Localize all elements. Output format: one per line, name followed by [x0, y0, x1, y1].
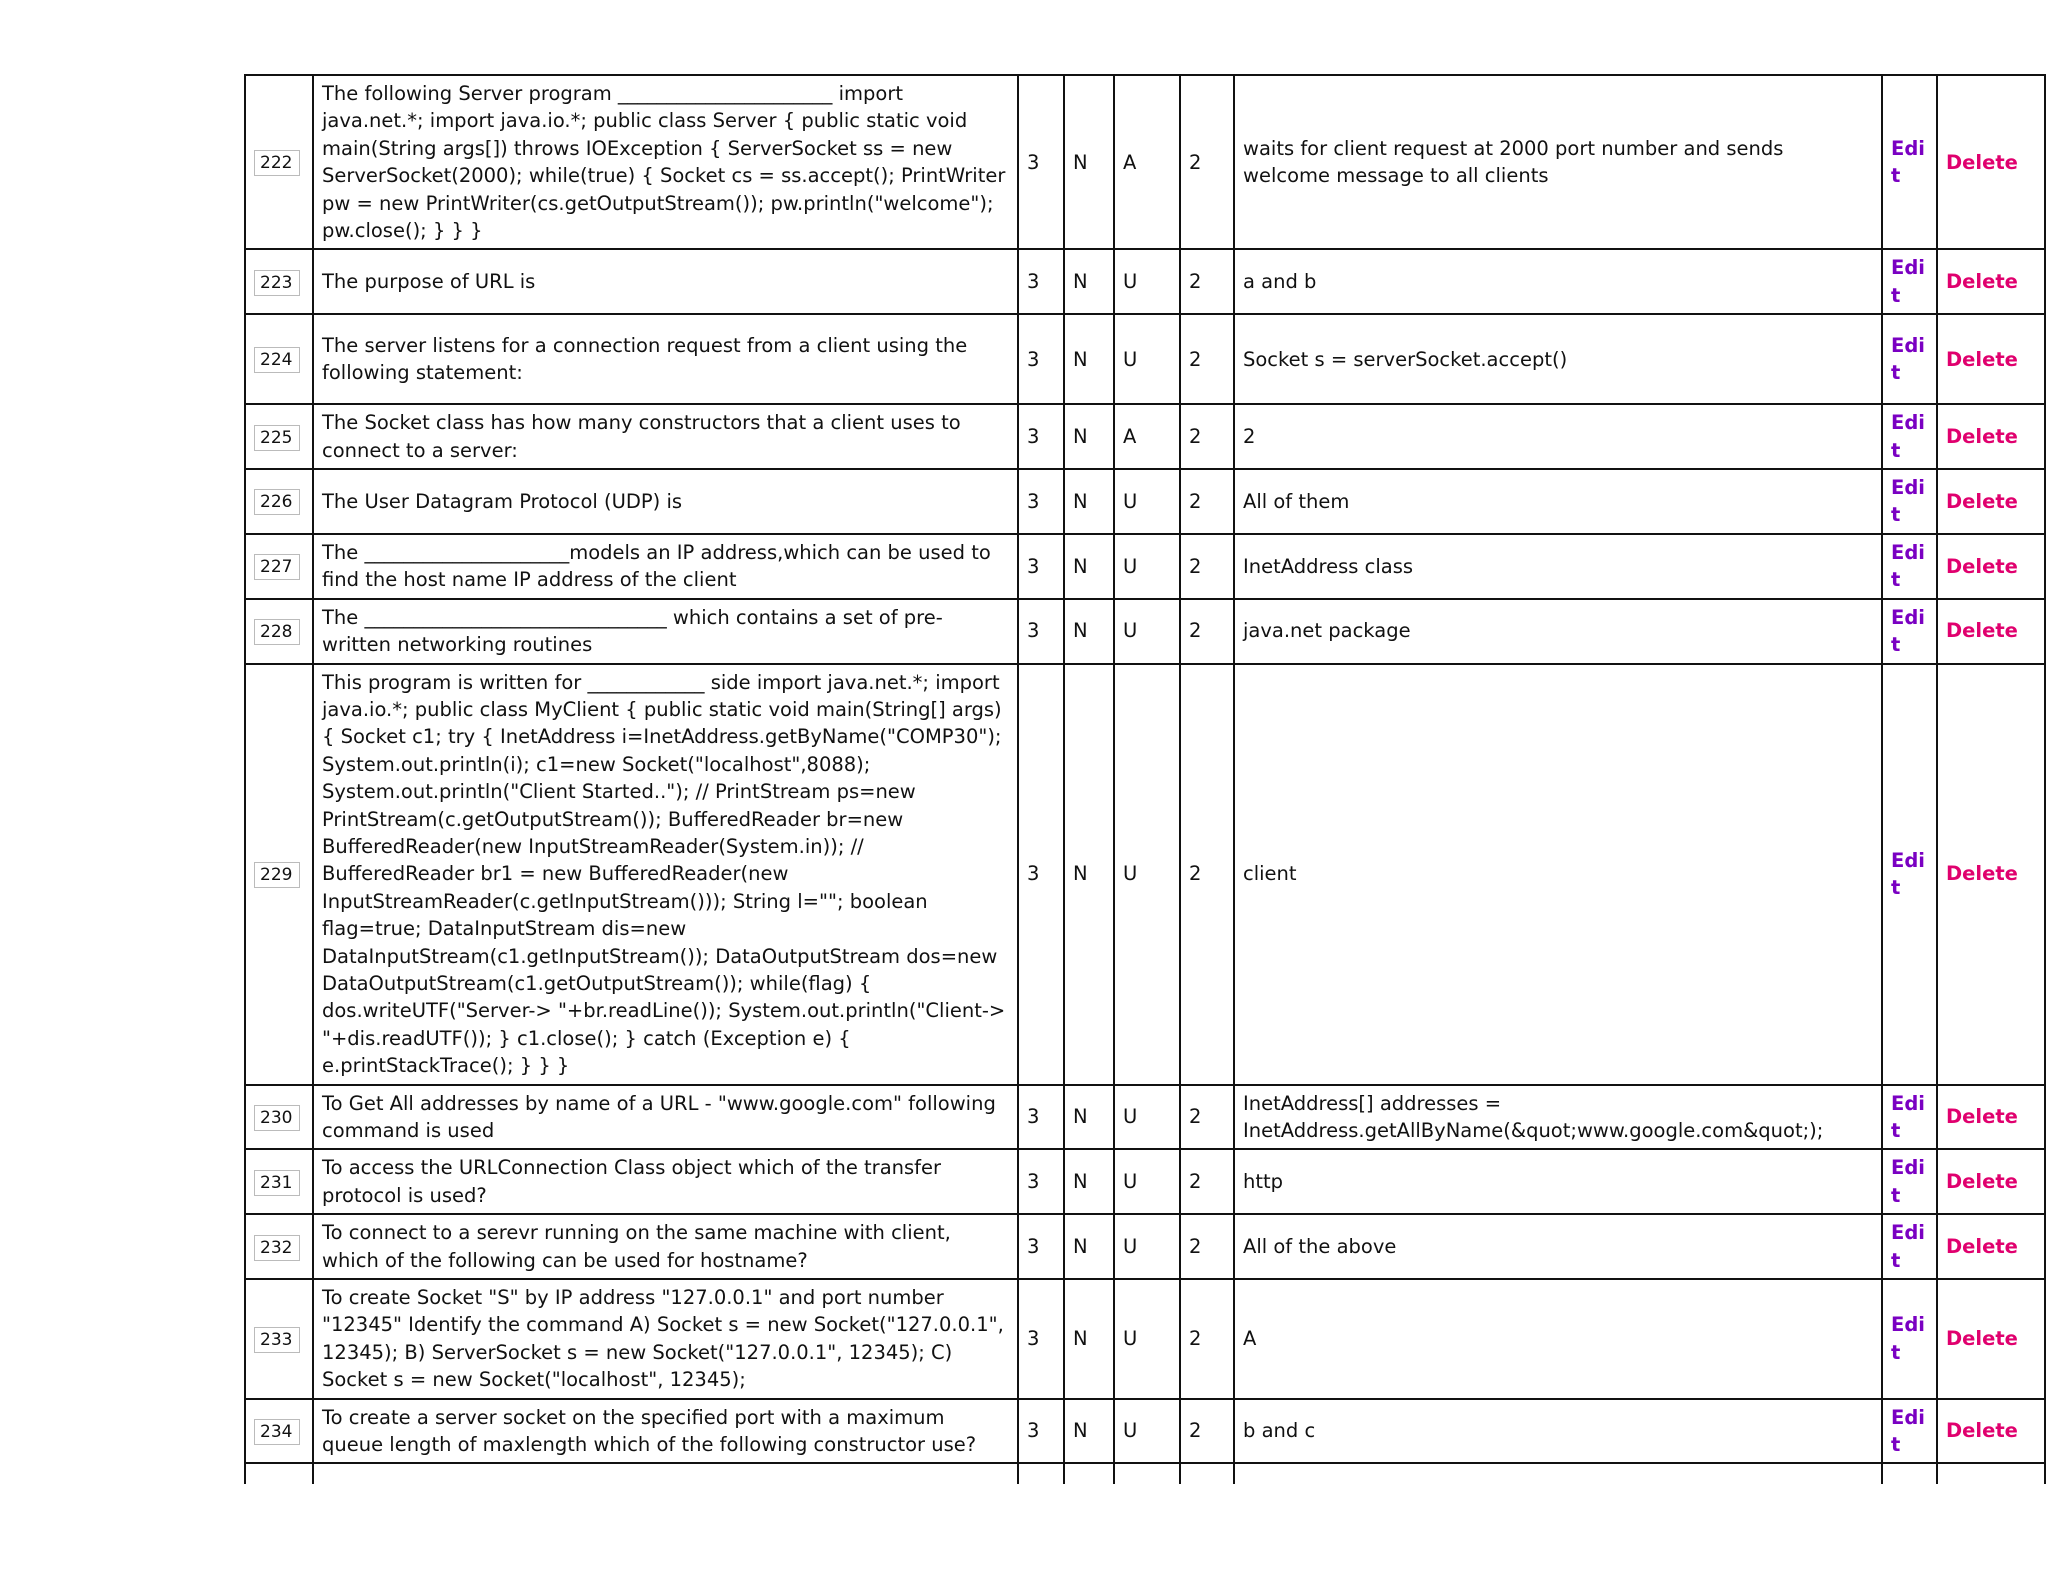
unit-value: 2: [1180, 75, 1234, 249]
level-value: A: [1114, 404, 1180, 469]
table-row: [245, 404, 2045, 469]
empty-cell: [1064, 1463, 1114, 1484]
question-text: To Get All addresses by name of a URL - "www.google.com" following command is used: [313, 1085, 1018, 1150]
question-text: To create a server socket on the specified port with a maximum queue length of maxlength which of the following constructor use?: [313, 1399, 1018, 1464]
empty-cell: [1937, 1463, 2045, 1484]
question-id: 232: [254, 1235, 300, 1261]
table-row: [245, 599, 2045, 664]
delete-cell: [1937, 1085, 2045, 1150]
empty-cell: [1018, 1463, 1064, 1484]
delete-link[interactable]: Delete: [1946, 554, 2018, 578]
delete-link[interactable]: Delete: [1946, 424, 2018, 448]
delete-link[interactable]: Delete: [1946, 1327, 2018, 1351]
table-row: [245, 1279, 2045, 1399]
marks-value: 3: [1018, 469, 1064, 534]
question-text: The server listens for a connection request from a client using the following statement:: [313, 314, 1018, 404]
unit-value: 2: [1180, 249, 1234, 314]
question-id: 228: [254, 619, 300, 645]
table-row: [245, 1149, 2045, 1214]
flag-value: N: [1064, 1149, 1114, 1214]
delete-link[interactable]: Delete: [1946, 1105, 2018, 1129]
delete-link[interactable]: Delete: [1946, 347, 2018, 371]
table-row: [245, 314, 2045, 404]
delete-cell: [1937, 249, 2045, 314]
flag-value: N: [1064, 1085, 1114, 1150]
table-row-continuation: [245, 1463, 2045, 1484]
edit-link[interactable]: Edit: [1891, 1405, 1925, 1457]
question-text: To create Socket "S" by IP address "127.0.0.1" and port number "12345" Identify the command A) Socket s = new Socket("127.0.0.1", 12345); B) ServerSocket s = new Socket("127.0.0.1", 12345); C) Socket s = new Socket("localhost", 12345);: [313, 1279, 1018, 1399]
level-value: U: [1114, 1085, 1180, 1150]
flag-value: N: [1064, 249, 1114, 314]
edit-link[interactable]: Edit: [1891, 1313, 1925, 1364]
flag-value: N: [1064, 1214, 1114, 1279]
question-list-sheet: [244, 74, 2018, 1514]
answer-text: waits for client request at 2000 port number and sends welcome message to all clients: [1234, 75, 1882, 249]
answer-text: 2: [1234, 404, 1882, 469]
edit-link[interactable]: Edit: [1891, 136, 1925, 188]
level-value: U: [1114, 599, 1180, 664]
level-value: U: [1114, 664, 1180, 1085]
edit-cell: [1882, 1399, 1937, 1464]
table-row: [245, 1214, 2045, 1279]
table-row: [245, 1085, 2045, 1150]
question-id-cell: [245, 534, 313, 599]
question-id-cell: [245, 664, 313, 1085]
delete-cell: [1937, 314, 2045, 404]
delete-cell: [1937, 75, 2045, 249]
question-text: This program is written for ____________ side import java.net.*; import java.io.*; public class MyClient { public static void main(String[] args) { Socket c1; try { InetAddress i=InetAddress.getByName("COMP30"); System.out.println(i); c1=new Socket("localhost",8088); System.out.println("Client Started.."); // PrintStream ps=new PrintStream(c.getOutputStream()); BufferedReader br=new BufferedReader(new InputStreamReader(System.in)); // BufferedReader br1 = new BufferedReader(new InputStreamReader(c.getInputStream())); String l=""; boolean flag=true; DataInputStream dis=new DataInputStream(c1.getInputStream()); DataOutputStream dos=new DataOutputStream(c1.getOutputStream()); while(flag) { dos.writeUTF("Server-> "+br.readLine()); System.out.println("Client-> "+dis.readUTF()); } c1.close(); } catch (Exception e) { e.printStackTrace(); } } }: [313, 664, 1018, 1085]
question-id: 234: [254, 1419, 300, 1445]
edit-link[interactable]: Edit: [1891, 1091, 1925, 1142]
edit-cell: [1882, 469, 1937, 534]
empty-cell: [1180, 1463, 1234, 1484]
level-value: U: [1114, 1399, 1180, 1464]
empty-cell: [1234, 1463, 1882, 1484]
delete-link[interactable]: Delete: [1946, 1419, 2018, 1443]
edit-cell: [1882, 1279, 1937, 1399]
question-id: 224: [254, 347, 300, 373]
delete-link[interactable]: Delete: [1946, 619, 2018, 643]
delete-link[interactable]: Delete: [1946, 1170, 2018, 1194]
edit-link[interactable]: Edit: [1891, 333, 1925, 385]
question-id: 223: [254, 270, 300, 296]
edit-link[interactable]: Edit: [1891, 540, 1925, 592]
question-id-cell: [245, 404, 313, 469]
flag-value: N: [1064, 599, 1114, 664]
edit-link[interactable]: Edit: [1891, 605, 1925, 657]
question-text: To access the URLConnection Class object which of the transfer protocol is used?: [313, 1149, 1018, 1214]
answer-text: a and b: [1234, 249, 1882, 314]
flag-value: N: [1064, 469, 1114, 534]
delete-cell: [1937, 534, 2045, 599]
question-id: 225: [254, 425, 300, 451]
question-id-cell: [245, 1279, 313, 1399]
marks-value: 3: [1018, 75, 1064, 249]
answer-text: All of the above: [1234, 1214, 1882, 1279]
table-row: [245, 469, 2045, 534]
delete-cell: [1937, 404, 2045, 469]
unit-value: 2: [1180, 404, 1234, 469]
edit-cell: [1882, 599, 1937, 664]
marks-value: 3: [1018, 1149, 1064, 1214]
question-id-cell: [245, 1399, 313, 1464]
flag-value: N: [1064, 404, 1114, 469]
question-id: 226: [254, 489, 300, 515]
edit-cell: [1882, 664, 1937, 1085]
question-text: The Socket class has how many constructors that a client uses to connect to a server:: [313, 404, 1018, 469]
answer-text: java.net package: [1234, 599, 1882, 664]
delete-cell: [1937, 469, 2045, 534]
marks-value: 3: [1018, 664, 1064, 1085]
marks-value: 3: [1018, 599, 1064, 664]
question-id: 222: [254, 150, 300, 176]
delete-link[interactable]: Delete: [1946, 270, 2018, 294]
answer-text: InetAddress class: [1234, 534, 1882, 599]
marks-value: 3: [1018, 534, 1064, 599]
marks-value: 3: [1018, 249, 1064, 314]
question-id-cell: [245, 599, 313, 664]
delete-link[interactable]: Delete: [1946, 489, 2018, 513]
question-id: 227: [254, 554, 300, 580]
edit-link[interactable]: Edit: [1891, 1156, 1925, 1207]
flag-value: N: [1064, 534, 1114, 599]
delete-cell: [1937, 599, 2045, 664]
table-row: [245, 75, 2045, 249]
question-id-cell: [245, 249, 313, 314]
edit-cell: [1882, 1149, 1937, 1214]
edit-link[interactable]: Edit: [1891, 848, 1925, 900]
flag-value: N: [1064, 314, 1114, 404]
question-id: 230: [254, 1105, 300, 1131]
marks-value: 3: [1018, 1279, 1064, 1399]
answer-text: Socket s = serverSocket.accept(): [1234, 314, 1882, 404]
unit-value: 2: [1180, 469, 1234, 534]
question-table: [244, 74, 2046, 1484]
delete-link[interactable]: Delete: [1946, 862, 2018, 886]
table-row: [245, 1399, 2045, 1464]
question-id: 231: [254, 1170, 300, 1196]
question-id-cell: [245, 1085, 313, 1150]
answer-text: http: [1234, 1149, 1882, 1214]
delete-link[interactable]: Delete: [1946, 150, 2018, 174]
question-text: To connect to a serevr running on the same machine with client, which of the following can be used for hostname?: [313, 1214, 1018, 1279]
question-id: 229: [254, 862, 300, 888]
level-value: U: [1114, 469, 1180, 534]
answer-text: A: [1234, 1279, 1882, 1399]
edit-cell: [1882, 404, 1937, 469]
edit-cell: [1882, 1214, 1937, 1279]
answer-text: client: [1234, 664, 1882, 1085]
level-value: A: [1114, 75, 1180, 249]
marks-value: 3: [1018, 314, 1064, 404]
unit-value: 2: [1180, 534, 1234, 599]
unit-value: 2: [1180, 314, 1234, 404]
edit-link[interactable]: Edit: [1891, 411, 1925, 462]
level-value: U: [1114, 1279, 1180, 1399]
edit-cell: [1882, 314, 1937, 404]
answer-text: InetAddress[] addresses = InetAddress.getAllByName(&quot;www.google.com&quot;);: [1234, 1085, 1882, 1150]
question-text: The purpose of URL is: [313, 249, 1018, 314]
table-row: [245, 249, 2045, 314]
marks-value: 3: [1018, 404, 1064, 469]
question-text: The User Datagram Protocol (UDP) is: [313, 469, 1018, 534]
question-id-cell: [245, 1214, 313, 1279]
marks-value: 3: [1018, 1214, 1064, 1279]
flag-value: N: [1064, 664, 1114, 1085]
edit-cell: [1882, 249, 1937, 314]
level-value: U: [1114, 1214, 1180, 1279]
edit-cell: [1882, 75, 1937, 249]
edit-link[interactable]: Edit: [1891, 1221, 1925, 1272]
unit-value: 2: [1180, 1279, 1234, 1399]
unit-value: 2: [1180, 599, 1234, 664]
question-text: The _____________________models an IP address,which can be used to find the host name IP address of the client: [313, 534, 1018, 599]
question-id: 233: [254, 1327, 300, 1353]
flag-value: N: [1064, 1399, 1114, 1464]
question-id-cell: [245, 1149, 313, 1214]
marks-value: 3: [1018, 1399, 1064, 1464]
flag-value: N: [1064, 1279, 1114, 1399]
unit-value: 2: [1180, 1399, 1234, 1464]
edit-cell: [1882, 1085, 1937, 1150]
delete-cell: [1937, 1149, 2045, 1214]
edit-cell: [1882, 534, 1937, 599]
level-value: U: [1114, 1149, 1180, 1214]
empty-cell: [313, 1463, 1018, 1484]
answer-text: All of them: [1234, 469, 1882, 534]
question-id-cell: [245, 314, 313, 404]
edit-link[interactable]: Edit: [1891, 476, 1925, 527]
delete-cell: [1937, 664, 2045, 1085]
question-text: The _______________________________ which contains a set of pre-written networking routines: [313, 599, 1018, 664]
empty-cell: [1114, 1463, 1180, 1484]
unit-value: 2: [1180, 664, 1234, 1085]
unit-value: 2: [1180, 1085, 1234, 1150]
empty-cell: [245, 1463, 313, 1484]
delete-cell: [1937, 1399, 2045, 1464]
level-value: U: [1114, 249, 1180, 314]
unit-value: 2: [1180, 1149, 1234, 1214]
question-text: The following Server program ______________________ import java.net.*; import java.io.*; public class Server { public static void main(String args[]) throws IOException { ServerSocket ss = new ServerSocket(2000); while(true) { Socket cs = ss.accept(); PrintWriter pw = new PrintWriter(cs.getOutputStream()); pw.println("welcome"); pw.close(); } } }: [313, 75, 1018, 249]
level-value: U: [1114, 534, 1180, 599]
answer-text: b and c: [1234, 1399, 1882, 1464]
delete-cell: [1937, 1279, 2045, 1399]
delete-cell: [1937, 1214, 2045, 1279]
question-table-body: [245, 75, 2045, 1484]
delete-link[interactable]: Delete: [1946, 1234, 2018, 1258]
level-value: U: [1114, 314, 1180, 404]
question-id-cell: [245, 75, 313, 249]
question-id-cell: [245, 469, 313, 534]
flag-value: N: [1064, 75, 1114, 249]
marks-value: 3: [1018, 1085, 1064, 1150]
table-row: [245, 664, 2045, 1085]
unit-value: 2: [1180, 1214, 1234, 1279]
table-row: [245, 534, 2045, 599]
empty-cell: [1882, 1463, 1937, 1484]
edit-link[interactable]: Edit: [1891, 256, 1925, 307]
